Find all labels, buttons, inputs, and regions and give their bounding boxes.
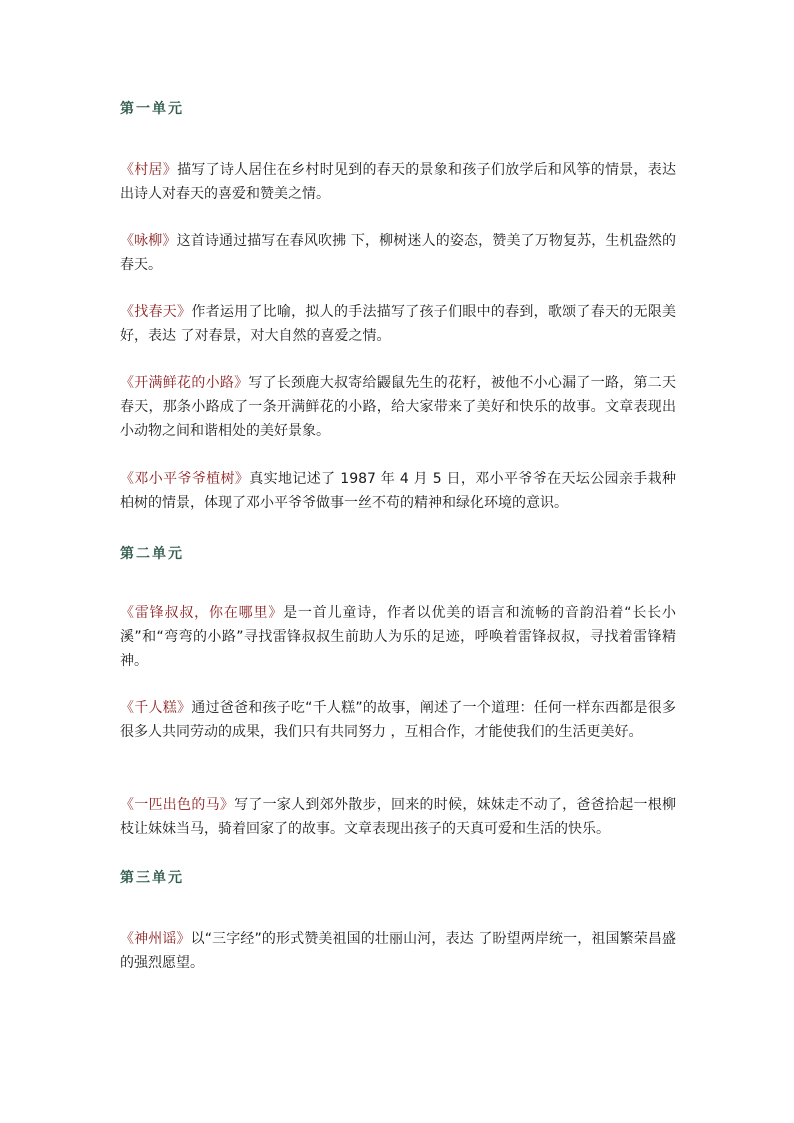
lesson-summary: 写了长颈鹿大叔寄给鼹鼠先生的花籽，被他不小心漏了一路，第二天春天，那条小路成了一条开满鲜花的小路，给大家带来了美好和快乐的故事。文章表现出小动物之间和谐相处的美好景象。	[120, 375, 677, 439]
lesson-title: 《邓小平爷爷植树》	[120, 471, 250, 487]
summary-dengxiaoping	[120, 467, 676, 515]
lesson-summary: 是一首儿童诗，作者以优美的语言和流畅的音韵沿着“长长小溪”和“弯弯的小路”寻找雷锋叔叔生前助人为乐的足迹，呼唤着雷锋叔叔，寻找着雷锋精神。	[120, 605, 676, 669]
unit-heading-3: 第三单元	[120, 870, 184, 886]
lesson-summary: 这首诗通过描写在春风吹拂 下，柳树迷人的姿态，赞美了万物复苏，生机盎然的春天。	[120, 233, 677, 273]
summary-cunju	[120, 158, 676, 206]
lesson-summary: 描写了诗人居住在乡村时见到的春天的景象和孩子们放学后和风筝的情景，表达 出诗人对春天的喜爱和赞美之情。	[120, 162, 677, 202]
lesson-title: 《神州谣》	[120, 931, 191, 947]
lesson-title: 《雷锋叔叔，你在哪里》	[120, 605, 284, 621]
summary-kaimanxianhua	[120, 371, 676, 443]
lesson-title: 《村居》	[120, 162, 178, 178]
lesson-summary: 通过爸爸和孩子吃“千人糕”的故事，阐述了一个道理：任何一样东西都是很多很多人共同劳动的成果，我们只有共同努力 ，互相合作，才能使我们的生活更美好。	[120, 700, 676, 740]
lesson-title: 《开满鲜花的小路》	[120, 375, 249, 391]
summary-leifeng	[120, 601, 676, 673]
lesson-title: 《一匹出色的马》	[120, 797, 235, 813]
lesson-title: 《咏柳》	[120, 233, 177, 249]
summary-yipima	[120, 793, 676, 841]
summary-yongliu	[120, 229, 676, 277]
summary-zhaochuntian	[120, 300, 676, 348]
unit-heading-2: 第二单元	[120, 546, 184, 562]
lesson-summary: 写了一家人到郊外散步，回来的时候，妹妹走不动了，爸爸拾起一根柳枝让妹妹当马，骑着回家了的故事。文章表现出孩子的天真可爱和生活的快乐。	[120, 797, 677, 837]
unit-heading-1: 第一单元	[120, 101, 184, 117]
summary-qianrengao	[120, 696, 676, 744]
lesson-title: 《找春天》	[120, 304, 192, 320]
lesson-title: 《千人糕》	[120, 700, 192, 716]
lesson-summary: 以“三字经”的形式赞美祖国的壮丽山河，表达 了盼望两岸统一，祖国繁荣昌盛的强烈愿望。	[120, 931, 676, 971]
summary-shenzhouyao	[120, 927, 676, 975]
lesson-summary: 真实地记述了 1987 年 4 月 5 日，邓小平爷爷在天坛公园亲手栽种柏树的情景，体现了邓小平爷爷做事一丝不苟的精神和绿化环境的意识。	[120, 471, 676, 511]
lesson-summary: 作者运用了比喻，拟人的手法描写了孩子们眼中的春到，歌颂了春天的无限美好，表达 了对春景，对大自然的喜爱之情。	[120, 304, 677, 344]
